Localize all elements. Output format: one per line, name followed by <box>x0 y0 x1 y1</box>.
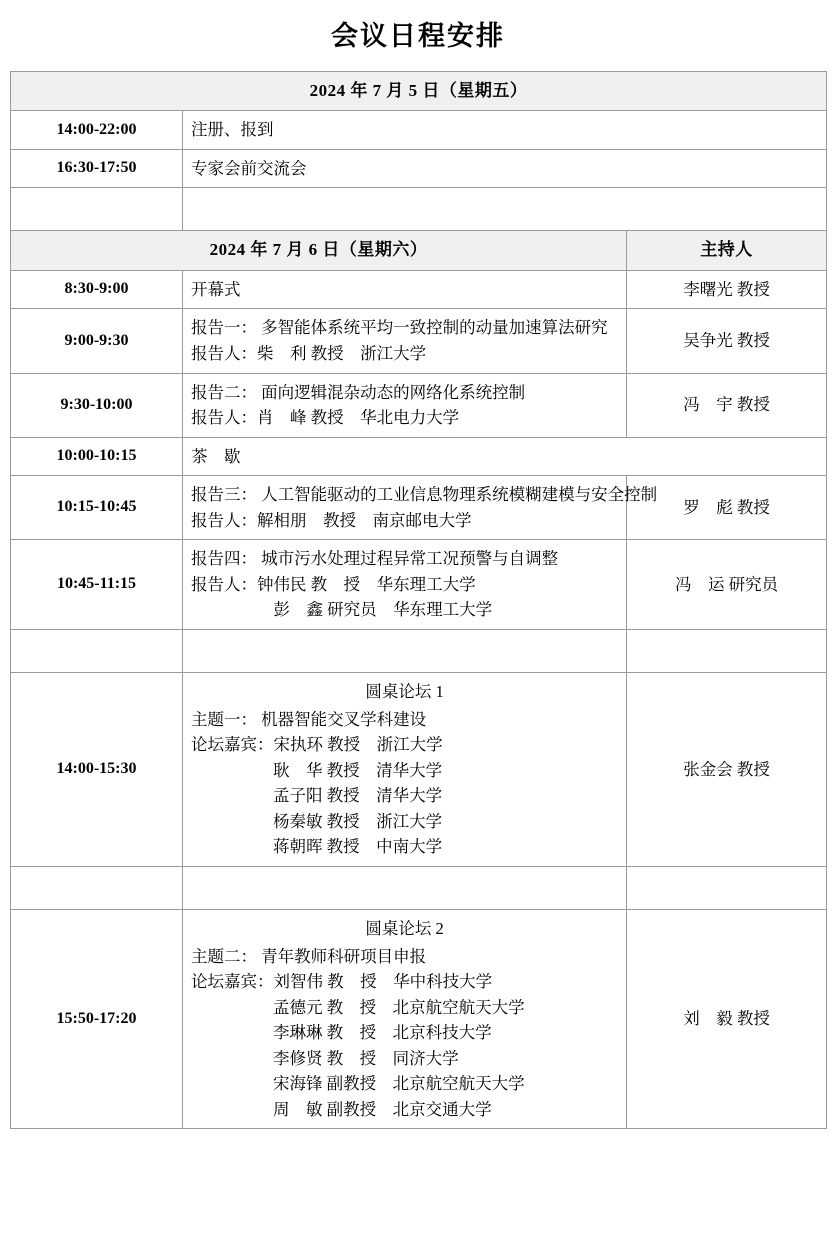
spacer-row <box>11 630 827 673</box>
forum-guest: 杨秦敏 教授 浙江大学 <box>273 811 443 831</box>
day-header-row <box>11 72 827 111</box>
table-row <box>11 111 827 150</box>
time-cell: 9:00-9:30 <box>11 309 183 373</box>
content-cell <box>183 476 658 540</box>
forum-title: 圆桌论坛 1 <box>365 682 444 701</box>
host-cell: 吴争光 教授 <box>627 309 827 373</box>
content-line: 报告人：柴 利 教授 浙江大学 <box>191 343 427 363</box>
time-cell: 10:00-10:15 <box>11 437 183 476</box>
content-cell: 注册、报到 <box>183 111 827 150</box>
spacer-cell <box>183 866 627 909</box>
content-line: 报告四： 城市污水处理过程异常工况预警与自调整 <box>191 549 559 569</box>
host-cell: 李曙光 教授 <box>627 270 827 309</box>
content-line: 报告人：解相朋 教授 南京邮电大学 <box>191 510 472 530</box>
table-row <box>11 437 827 476</box>
content-line: 报告一： 多智能体系统平均一致控制的动量加速算法研究 <box>191 318 608 338</box>
content-line: 报告人：钟伟民 教 授 华东理工大学 <box>191 574 476 594</box>
forum-topic: 主题二： 青年教师科研项目申报 <box>191 946 427 966</box>
time-cell: 14:00-22:00 <box>11 111 183 150</box>
host-cell: 冯 宇 教授 <box>627 373 827 437</box>
spacer-cell <box>183 188 827 231</box>
time-cell: 10:15-10:45 <box>11 476 183 540</box>
table-row <box>11 149 827 188</box>
content-line: 彭 鑫 研究员 华东理工大学 <box>191 600 493 620</box>
forum-guest: 蒋朝晖 教授 中南大学 <box>273 837 443 857</box>
host-column-header: 主持人 <box>627 231 827 270</box>
time-cell: 14:00-15:30 <box>11 673 183 867</box>
time-cell: 10:45-11:15 <box>11 540 183 630</box>
table-row <box>11 373 827 437</box>
spacer-row <box>11 866 827 909</box>
forum-guest: 耿 华 教授 清华大学 <box>273 760 443 780</box>
content-cell: 专家会前交流会 <box>183 149 827 188</box>
day-header-label: 2024 年 7 月 6 日（星期六） <box>11 231 627 270</box>
content-line: 报告二： 面向逻辑混杂动态的网络化系统控制 <box>191 382 526 402</box>
forum-guest: 周 敏 副教授 北京交通大学 <box>273 1099 492 1119</box>
spacer-row <box>11 188 827 231</box>
forum-guests-label: 论坛嘉宾：刘智伟 教 授 华中科技大学 <box>191 972 493 992</box>
host-cell: 冯 运 研究员 <box>627 540 827 630</box>
content-cell <box>183 909 627 1129</box>
content-cell: 茶 歇 <box>183 437 827 476</box>
forum-guest: 孟德元 教 授 北京航空航天大学 <box>273 997 525 1017</box>
spacer-cell <box>11 630 183 673</box>
table-row-forum <box>11 673 827 867</box>
day-header-label: 2024 年 7 月 5 日（星期五） <box>11 72 827 111</box>
forum-guest: 李修贤 教 授 同济大学 <box>273 1048 459 1068</box>
spacer-cell <box>11 866 183 909</box>
forum-guest: 孟子阳 教授 清华大学 <box>273 786 443 806</box>
forum-guest: 李琳琳 教 授 北京科技大学 <box>273 1023 492 1043</box>
content-cell <box>183 673 627 867</box>
host-cell: 张金会 教授 <box>627 673 827 867</box>
content-cell <box>183 373 627 437</box>
time-cell: 8:30-9:00 <box>11 270 183 309</box>
spacer-cell <box>627 630 827 673</box>
table-row <box>11 540 827 630</box>
spacer-cell <box>183 630 627 673</box>
forum-topic: 主题一： 机器智能交叉学科建设 <box>191 709 427 729</box>
table-row-forum <box>11 909 827 1129</box>
page-title: 会议日程安排 <box>331 21 505 51</box>
time-cell: 9:30-10:00 <box>11 373 183 437</box>
table-row <box>11 309 827 373</box>
schedule-table <box>10 71 827 1129</box>
content-line: 报告人：肖 峰 教授 华北电力大学 <box>191 408 460 428</box>
host-cell: 刘 毅 教授 <box>627 909 827 1129</box>
content-cell <box>183 309 627 373</box>
time-cell: 16:30-17:50 <box>11 149 183 188</box>
table-row <box>11 476 827 540</box>
forum-title: 圆桌论坛 2 <box>365 918 444 938</box>
spacer-cell <box>11 188 183 231</box>
content-line: 报告三： 人工智能驱动的工业信息物理系统模糊建模与安全控制 <box>191 485 658 505</box>
forum-guest: 宋海锋 副教授 北京航空航天大学 <box>273 1074 525 1094</box>
host-cell: 罗 彪 教授 <box>627 476 827 540</box>
content-cell <box>183 270 627 309</box>
spacer-cell <box>627 866 827 909</box>
table-row <box>11 270 827 309</box>
content-line: 开幕式 <box>191 279 241 299</box>
forum-guests-label: 论坛嘉宾：宋执环 教授 浙江大学 <box>191 735 443 755</box>
time-cell: 15:50-17:20 <box>11 909 183 1129</box>
day-header-row <box>11 231 827 270</box>
content-cell <box>183 540 627 630</box>
